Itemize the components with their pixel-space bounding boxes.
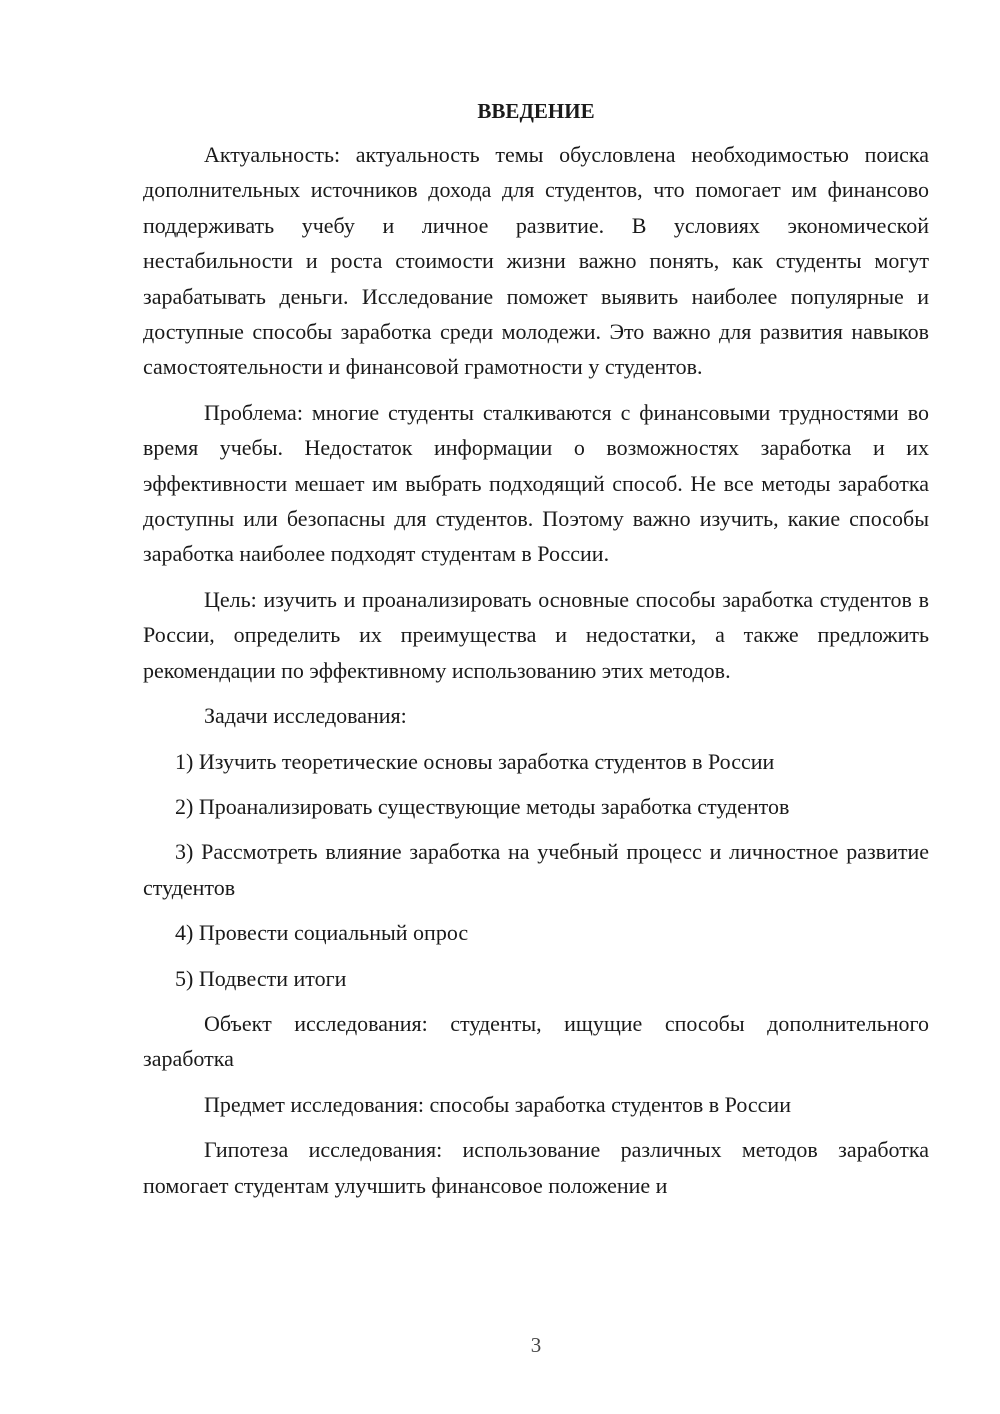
task-item-1: 1) Изучить теоретические основы заработка студентов в России — [175, 748, 775, 774]
hypothesis-paragraph: Гипотеза исследования: использование различных методов заработка помогает студентам улучшить финансовое положение и — [143, 1137, 929, 1198]
task-item-2: 2) Проанализировать существующие методы заработка студентов — [175, 793, 790, 819]
subject-paragraph: Предмет исследования: способы заработка студентов в России — [204, 1091, 791, 1117]
object-paragraph: Объект исследования: студенты, ищущие способы дополнительного заработка — [143, 1010, 929, 1072]
relevance-paragraph: Актуальность: актуальность темы обусловлена необходимостью поиска дополнительных источников дохода для студентов, что помогает им финансово поддерживать учебу и личное развитие. В условиях экономической нестабильности и роста стоимости жизни важно понять, как студенты могут зарабатывать деньги. Исследование поможет выявить наиболее популярные и доступные способы заработка среди молодежи. Это важно для развития навыков самостоятельности и финансовой грамотности у студентов. — [143, 142, 929, 380]
task-item-5: 5) Подвести итоги — [175, 965, 347, 991]
tasks-heading: Задачи исследования: — [204, 703, 407, 729]
page-number: 3 — [530, 1333, 542, 1357]
document-title: ВВЕДЕНИЕ — [477, 99, 595, 123]
task-item-4: 4) Провести социальный опрос — [175, 920, 469, 946]
document-page — [143, 96, 929, 1203]
goal-paragraph: Цель: изучить и проанализировать основные способы заработка студентов в России, определить их преимущества и недостатки, а также предложить рекомендации по эффективному использованию этих методов. — [143, 586, 929, 683]
problem-paragraph: Проблема: многие студенты сталкиваются с финансовыми трудностями во время учебы. Недостаток информации о возможностях заработка и их эффективности мешает им выбрать подходящий способ. Не все методы заработка доступны или безопасны для студентов. Поэтому важно изучить, какие способы заработка наиболее подходят студентам в России. — [143, 399, 929, 567]
task-item-3: 3) Рассмотреть влияние заработка на учебный процесс и личностное развитие студентов — [143, 839, 929, 900]
